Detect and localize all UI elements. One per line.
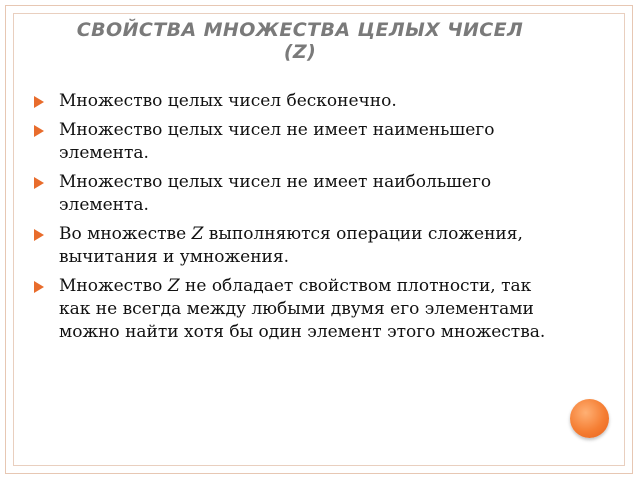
set-symbol: Z (191, 224, 204, 244)
slide-title (40, 19, 560, 63)
bullet-item (34, 223, 564, 269)
bullet-text-after: выполняются операции сложения, вычитания и умножения. (59, 224, 523, 267)
bullet-text-before: Множество (59, 276, 168, 296)
bullet-item (34, 90, 564, 113)
bullet-arrow-icon (34, 177, 44, 189)
bullet-text: Множество целых чисел не имеет наименьшего элемента. (59, 120, 495, 163)
bullet-arrow-icon (34, 229, 44, 241)
bullet-text-after: не обладает свойством плотности, так как не всегда между любыми двумя его элементами можно найти хотя бы один элемент этого множества. (59, 276, 546, 342)
bullet-item (34, 171, 564, 217)
bullet-text: Множество целых чисел бесконечно. (59, 91, 397, 111)
bullet-item (34, 275, 564, 344)
bullet-list (34, 90, 564, 350)
bullet-arrow-icon (34, 96, 44, 108)
bullet-text-before: Во множестве (59, 224, 192, 244)
bullet-text: Множество целых чисел не имеет наибольшего элемента. (59, 172, 492, 215)
bullet-item (34, 119, 564, 165)
set-symbol: Z (167, 276, 180, 296)
decorative-orange-circle (570, 399, 609, 438)
bullet-arrow-icon (34, 125, 44, 137)
bullet-arrow-icon (34, 281, 44, 293)
slide-title-line-1: СВОЙСТВА МНОЖЕСТВА ЦЕЛЫХ ЧИСЕЛ (76, 19, 524, 41)
slide-title-line-2: (Z) (283, 41, 317, 63)
